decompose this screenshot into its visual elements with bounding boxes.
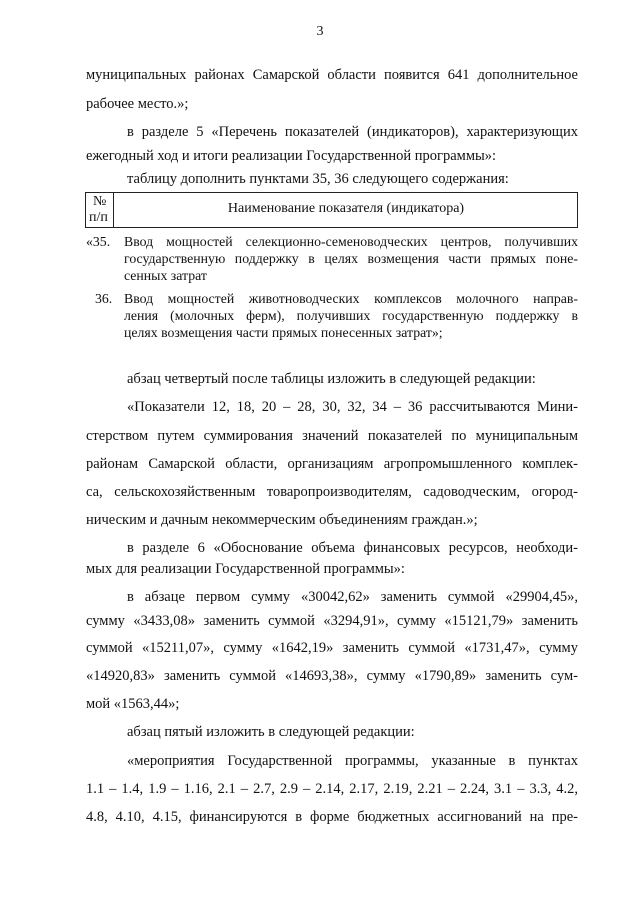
page-number: 3: [316, 24, 324, 39]
text-line: 1.1 – 1.4, 1.9 – 1.16, 2.1 – 2.7, 2.9 – 2.14, 2.17, 2.19, 2.21 – 2.24, 3.1 – 3.3, 4.2,: [86, 781, 578, 797]
text-line: ническим и дачным некоммерческим объединениям граждан.»;: [86, 512, 478, 528]
text-line: в разделе 5 «Перечень показателей (индикаторов), характеризующих: [127, 124, 578, 140]
table-header-num-sub: п/п: [89, 210, 108, 225]
text-line: суммой «15211,07», сумму «1642,19» заменить суммой «1731,47», сумму: [86, 640, 578, 656]
table-row-num: 36.: [95, 291, 113, 306]
text-line: рабочее место.»;: [86, 96, 189, 112]
text-line: мой «1563,44»;: [86, 696, 180, 712]
table-row-text: Ввод мощностей животноводческих комплексов молочного направ-: [124, 291, 578, 306]
text-line: «Показатели 12, 18, 20 – 28, 30, 32, 34 – 36 рассчитываются Мини-: [127, 399, 578, 415]
text-line: в разделе 6 «Обоснование объема финансовых ресурсов, необходи-: [127, 540, 578, 556]
table-row-text: государственную поддержку в целях возмещения части прямых поне-: [124, 251, 578, 266]
table-row-text: ления (молочных ферм), получивших государственную поддержку в: [124, 308, 578, 323]
table-row-text: сенных затрат: [124, 268, 207, 283]
text-line: сумму «3433,08» заменить суммой «3294,91», сумму «15121,79» заменить: [86, 613, 578, 629]
text-line: абзац пятый изложить в следующей редакции:: [127, 724, 415, 740]
text-line: ежегодный ход и итоги реализации Государственной программы»:: [86, 148, 497, 164]
text-line: «14920,83» заменить суммой «14693,38», сумму «1790,89» заменить сум-: [86, 668, 578, 684]
text-line: таблицу дополнить пунктами 35, 36 следующего содержания:: [127, 171, 509, 187]
text-line: са, сельскохозяйственным товаропроизводителям, садоводческим, огород-: [86, 484, 578, 500]
text-line: мых для реализации Государственной программы»:: [86, 561, 405, 577]
text-line: 4.8, 4.10, 4.15, финансируются в форме бюджетных ассигнований на пре-: [86, 809, 578, 825]
table-row-text: целях возмещения части прямых понесенных затрат»;: [124, 325, 443, 340]
text-line: муниципальных районах Самарской области появится 641 дополнительное: [86, 67, 578, 83]
text-line: в абзаце первом сумму «30042,62» заменить суммой «29904,45»,: [127, 589, 578, 605]
table-row-text: Ввод мощностей селекционно-семеноводческих центров, получивших: [124, 234, 578, 249]
table-row-num: «35.: [86, 234, 111, 249]
text-line: абзац четвертый после таблицы изложить в следующей редакции:: [127, 371, 536, 387]
text-line: «мероприятия Государственной программы, указанные в пунктах: [127, 753, 578, 769]
table-header-name: Наименование показателя (индикатора): [227, 201, 465, 216]
table-header-num: №: [93, 194, 107, 209]
text-line: стерством путем суммирования значений показателей по муниципальным: [86, 428, 578, 444]
text-line: районам Самарской области, организациям агропромышленного комплек-: [86, 456, 578, 472]
